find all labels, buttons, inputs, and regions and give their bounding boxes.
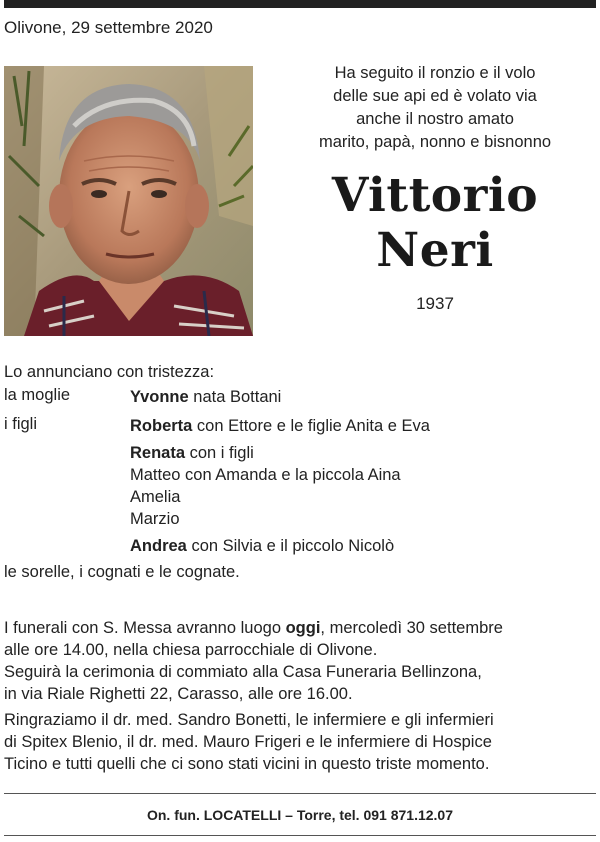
thanks-line: di Spitex Blenio, il dr. med. Mauro Frigeri e le infermiere di Hospice xyxy=(4,733,492,751)
verse-line: anche il nostro amato xyxy=(356,110,514,128)
deceased-name xyxy=(300,168,570,278)
verse-line: marito, papà, nonno e bisnonno xyxy=(318,133,552,151)
footer-top-rule xyxy=(4,793,596,794)
wife-rest: nata Bottani xyxy=(188,388,282,406)
funeral-home-contact: On. fun. LOCATELLI – Torre, tel. 091 871.12.07 xyxy=(146,807,453,823)
thanks-line: Ringraziamo il dr. med. Sandro Bonetti, le infermiere e gli infermieri xyxy=(4,711,494,729)
verse-line: delle sue api ed è volato via xyxy=(333,87,537,105)
place-date: Olivone, 29 settembre 2020 xyxy=(4,18,213,37)
child-name: Renata xyxy=(130,444,186,462)
funeral-line: in via Riale Righetti 22, Carasso, alle ore 16.00. xyxy=(4,685,353,703)
child-entry xyxy=(130,535,394,557)
funeral-line: alle ore 14.00, nella chiesa parrocchiale di Olivone. xyxy=(4,641,378,659)
last-name: Neri xyxy=(376,223,494,278)
thanks-info xyxy=(4,709,594,775)
child-rest: con i figli xyxy=(185,444,254,462)
child-name: Andrea xyxy=(130,537,187,555)
child-name: Roberta xyxy=(130,417,193,435)
birth-year: 1937 xyxy=(416,294,454,313)
first-name: Vittorio xyxy=(331,168,539,223)
portrait-photo xyxy=(4,66,253,336)
funeral-line: Seguirà la cerimonia di commiato alla Casa Funeraria Bellinzona, xyxy=(4,663,482,681)
announcement-intro: Lo annunciano con tristezza: xyxy=(4,363,215,381)
child-entry xyxy=(130,442,401,530)
wife-name: Yvonne xyxy=(130,388,189,406)
children-label: i figli xyxy=(4,415,38,433)
wife-entry xyxy=(130,386,281,408)
grandchild-line: Matteo con Amanda e la piccola Aina xyxy=(130,466,401,484)
thanks-line: Ticino e tutti quelli che ci sono stati vicini in questo triste momento. xyxy=(4,755,490,773)
child-entry xyxy=(130,415,430,437)
footer-bottom-rule xyxy=(4,835,596,836)
memorial-verse xyxy=(290,62,580,154)
grandchild-line: Marzio xyxy=(130,510,180,528)
child-rest: con Silvia e il piccolo Nicolò xyxy=(186,537,395,555)
funeral-info xyxy=(4,617,594,705)
child-rest: con Ettore e le figlie Anita e Eva xyxy=(192,417,430,435)
funeral-line: I funerali con S. Messa avranno luogo oggi, mercoledì 30 settembre xyxy=(4,619,503,637)
funeral-today: oggi xyxy=(285,619,321,637)
verse-line: Ha seguito il ronzio e il volo xyxy=(334,64,536,82)
grandchild-line: Amelia xyxy=(130,488,181,506)
top-rule xyxy=(4,0,596,8)
siblings-line: le sorelle, i cognati e le cognate. xyxy=(4,563,240,581)
wife-label: la moglie xyxy=(4,386,71,404)
